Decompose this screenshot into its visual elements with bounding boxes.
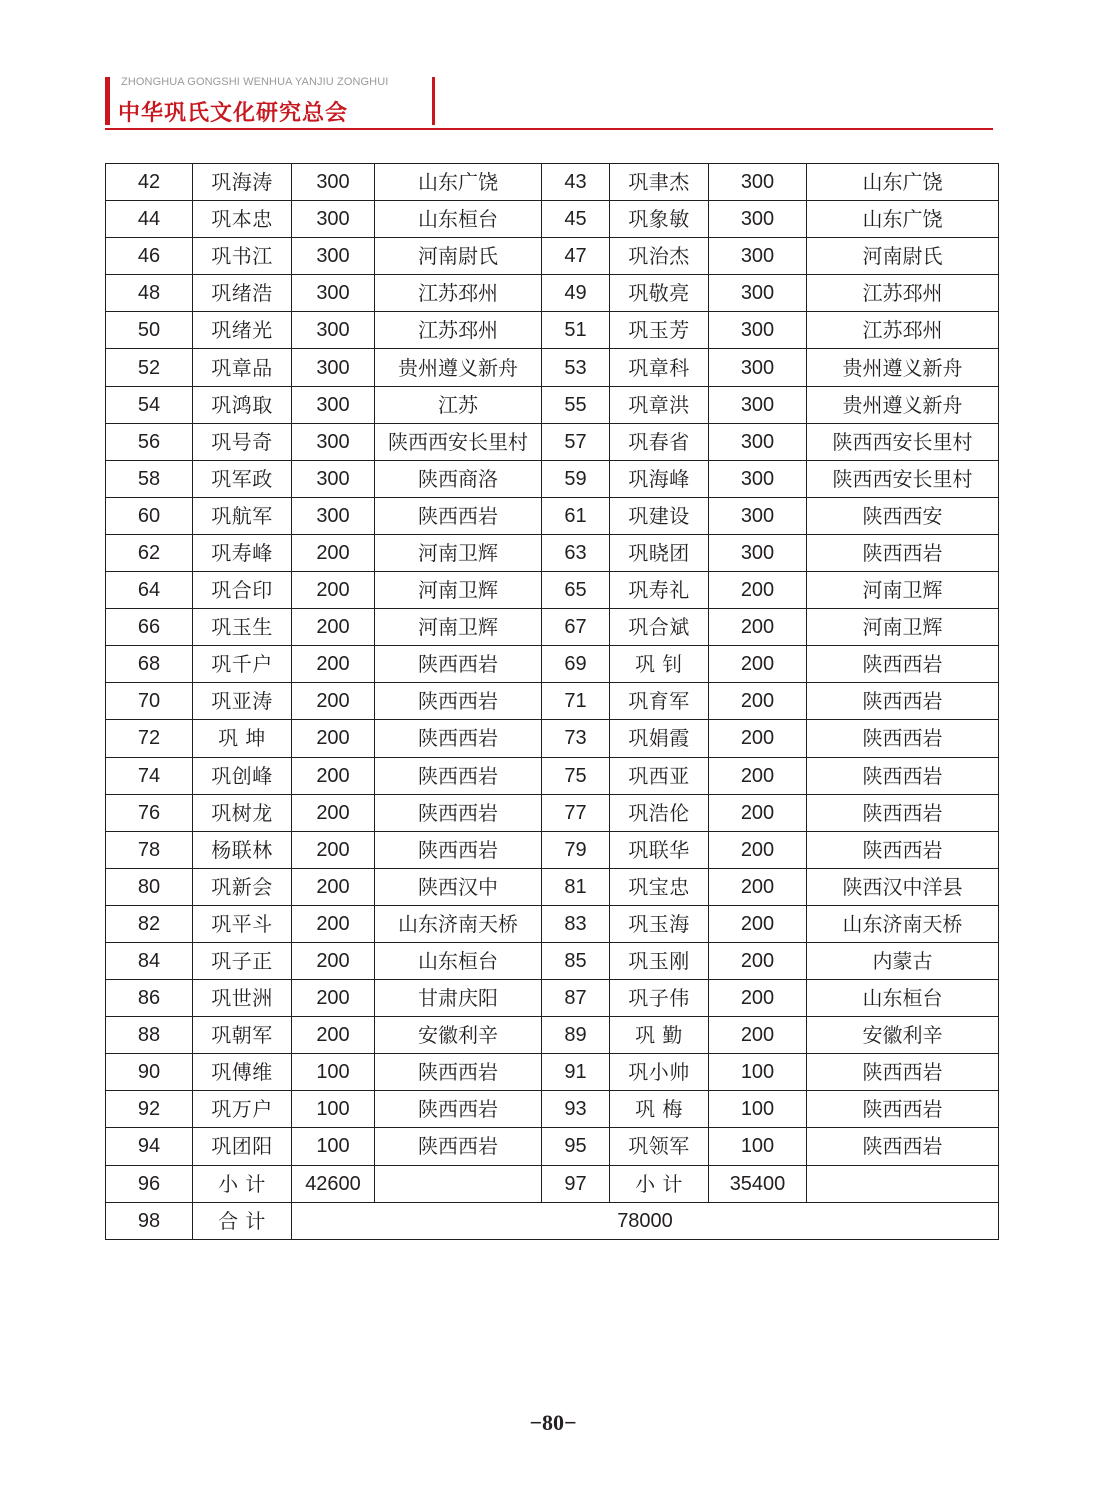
- right-number-cell: 63: [542, 534, 610, 571]
- right-number-cell: 69: [542, 646, 610, 683]
- left-amount-cell: 200: [292, 646, 375, 683]
- right-number-cell: 57: [542, 423, 610, 460]
- left-amount-cell: 100: [292, 1091, 375, 1128]
- table-row: [106, 534, 999, 571]
- right-name-cell: 巩 勤: [610, 1017, 709, 1054]
- left-name-cell: 巩树龙: [193, 794, 292, 831]
- right-name-cell: 巩玉芳: [610, 312, 709, 349]
- left-amount-cell: 200: [292, 905, 375, 942]
- right-name-cell: 巩海峰: [610, 460, 709, 497]
- total-row-value: 78000: [292, 1202, 999, 1239]
- left-number-cell: 82: [106, 905, 193, 942]
- right-name-cell: 巩春省: [610, 423, 709, 460]
- right-name-cell: 巩治杰: [610, 238, 709, 275]
- table-row: [106, 942, 999, 979]
- right-name-cell: 巩寿礼: [610, 572, 709, 609]
- right-name-cell: 巩领军: [610, 1128, 709, 1165]
- left-place-cell: 河南卫辉: [375, 534, 542, 571]
- left-place-cell: 山东济南天桥: [375, 905, 542, 942]
- left-name-cell: 巩绪浩: [193, 275, 292, 312]
- left-amount-cell: 200: [292, 609, 375, 646]
- left-name-cell: 巩玉生: [193, 609, 292, 646]
- left-amount-cell: 200: [292, 794, 375, 831]
- right-name-cell: 小 计: [610, 1165, 709, 1202]
- left-number-cell: 90: [106, 1054, 193, 1091]
- right-place-cell: 山东桓台: [807, 980, 999, 1017]
- right-number-cell: 93: [542, 1091, 610, 1128]
- right-amount-cell: 300: [709, 201, 807, 238]
- left-place-cell: 陕西西安长里村: [375, 423, 542, 460]
- left-name-cell: 巩军政: [193, 460, 292, 497]
- right-place-cell: 安徽利辛: [807, 1017, 999, 1054]
- left-number-cell: 58: [106, 460, 193, 497]
- left-amount-cell: 300: [292, 460, 375, 497]
- left-number-cell: 76: [106, 794, 193, 831]
- right-name-cell: 巩 钊: [610, 646, 709, 683]
- table-row: [106, 794, 999, 831]
- right-place-cell: 陕西西岩: [807, 646, 999, 683]
- left-name-cell: 巩航军: [193, 497, 292, 534]
- right-name-cell: 巩敬亮: [610, 275, 709, 312]
- table-row: [106, 609, 999, 646]
- left-name-cell: 巩章品: [193, 349, 292, 386]
- right-place-cell: 陕西西岩: [807, 757, 999, 794]
- left-amount-cell: 200: [292, 720, 375, 757]
- left-name-cell: 巩傅维: [193, 1054, 292, 1091]
- total-row: [106, 1202, 999, 1239]
- table-row: [106, 720, 999, 757]
- left-amount-cell: 200: [292, 757, 375, 794]
- table-row: [106, 1017, 999, 1054]
- table-row: [106, 1128, 999, 1165]
- left-name-cell: 巩号奇: [193, 423, 292, 460]
- right-number-cell: 59: [542, 460, 610, 497]
- left-amount-cell: 100: [292, 1054, 375, 1091]
- left-name-cell: 巩团阳: [193, 1128, 292, 1165]
- left-amount-cell: 200: [292, 534, 375, 571]
- right-place-cell: 陕西西安长里村: [807, 423, 999, 460]
- right-amount-cell: 200: [709, 609, 807, 646]
- right-amount-cell: 200: [709, 757, 807, 794]
- right-number-cell: 83: [542, 905, 610, 942]
- left-place-cell: 河南尉氏: [375, 238, 542, 275]
- left-name-cell: 巩新会: [193, 868, 292, 905]
- right-amount-cell: 300: [709, 460, 807, 497]
- total-row-label: 合 计: [193, 1202, 292, 1239]
- left-place-cell: 江苏: [375, 386, 542, 423]
- left-number-cell: 52: [106, 349, 193, 386]
- right-place-cell: 江苏邳州: [807, 275, 999, 312]
- right-place-cell: [807, 1165, 999, 1202]
- right-number-cell: 43: [542, 164, 610, 201]
- header-accent-bar-right: [432, 77, 435, 125]
- table-row: [106, 572, 999, 609]
- right-number-cell: 95: [542, 1128, 610, 1165]
- right-place-cell: 陕西西岩: [807, 794, 999, 831]
- right-number-cell: 53: [542, 349, 610, 386]
- right-name-cell: 巩玉刚: [610, 942, 709, 979]
- right-name-cell: 巩小帅: [610, 1054, 709, 1091]
- right-amount-cell: 300: [709, 164, 807, 201]
- left-place-cell: 陕西西岩: [375, 1054, 542, 1091]
- right-name-cell: 巩玉海: [610, 905, 709, 942]
- right-amount-cell: 300: [709, 423, 807, 460]
- left-name-cell: 巩朝军: [193, 1017, 292, 1054]
- right-place-cell: 陕西西岩: [807, 534, 999, 571]
- right-name-cell: 巩聿杰: [610, 164, 709, 201]
- left-amount-cell: 200: [292, 831, 375, 868]
- left-number-cell: 46: [106, 238, 193, 275]
- right-place-cell: 陕西西岩: [807, 720, 999, 757]
- right-number-cell: 71: [542, 683, 610, 720]
- left-amount-cell: 200: [292, 1017, 375, 1054]
- left-number-cell: 88: [106, 1017, 193, 1054]
- left-place-cell: 山东桓台: [375, 201, 542, 238]
- header-english-title: ZHONGHUA GONGSHI WENHUA YANJIU ZONGHUI: [121, 76, 389, 88]
- left-place-cell: 贵州遵义新舟: [375, 349, 542, 386]
- left-number-cell: 84: [106, 942, 193, 979]
- left-place-cell: 陕西汉中: [375, 868, 542, 905]
- right-amount-cell: 200: [709, 572, 807, 609]
- right-place-cell: 陕西汉中洋县: [807, 868, 999, 905]
- right-amount-cell: 200: [709, 868, 807, 905]
- right-amount-cell: 200: [709, 905, 807, 942]
- left-place-cell: 陕西西岩: [375, 757, 542, 794]
- left-number-cell: 70: [106, 683, 193, 720]
- right-amount-cell: 100: [709, 1091, 807, 1128]
- left-place-cell: 甘肃庆阳: [375, 980, 542, 1017]
- left-amount-cell: 300: [292, 275, 375, 312]
- left-place-cell: 河南卫辉: [375, 572, 542, 609]
- right-amount-cell: 200: [709, 720, 807, 757]
- left-number-cell: 74: [106, 757, 193, 794]
- table-row: [106, 275, 999, 312]
- right-place-cell: 江苏邳州: [807, 312, 999, 349]
- left-number-cell: 96: [106, 1165, 193, 1202]
- right-name-cell: 巩浩伦: [610, 794, 709, 831]
- right-name-cell: 巩章洪: [610, 386, 709, 423]
- left-amount-cell: 100: [292, 1128, 375, 1165]
- right-place-cell: 贵州遵义新舟: [807, 349, 999, 386]
- table-row: [106, 164, 999, 201]
- left-amount-cell: 300: [292, 386, 375, 423]
- left-place-cell: 山东桓台: [375, 942, 542, 979]
- right-amount-cell: 200: [709, 683, 807, 720]
- table-row: [106, 349, 999, 386]
- right-number-cell: 47: [542, 238, 610, 275]
- left-name-cell: 巩万户: [193, 1091, 292, 1128]
- left-place-cell: 陕西西岩: [375, 1091, 542, 1128]
- right-amount-cell: 300: [709, 534, 807, 571]
- table-row: [106, 905, 999, 942]
- left-name-cell: 巩子正: [193, 942, 292, 979]
- left-number-cell: 94: [106, 1128, 193, 1165]
- left-place-cell: 陕西西岩: [375, 497, 542, 534]
- left-name-cell: 巩亚涛: [193, 683, 292, 720]
- page-number: −80−: [529, 1410, 577, 1435]
- table-row: [106, 757, 999, 794]
- right-number-cell: 81: [542, 868, 610, 905]
- table-row: [106, 831, 999, 868]
- right-amount-cell: 200: [709, 646, 807, 683]
- table-row: [106, 980, 999, 1017]
- left-number-cell: 54: [106, 386, 193, 423]
- right-place-cell: 山东济南天桥: [807, 905, 999, 942]
- right-number-cell: 45: [542, 201, 610, 238]
- right-number-cell: 51: [542, 312, 610, 349]
- left-number-cell: 92: [106, 1091, 193, 1128]
- left-name-cell: 巩千户: [193, 646, 292, 683]
- right-place-cell: 山东广饶: [807, 201, 999, 238]
- right-number-cell: 65: [542, 572, 610, 609]
- left-name-cell: 巩合印: [193, 572, 292, 609]
- right-number-cell: 89: [542, 1017, 610, 1054]
- left-amount-cell: 200: [292, 942, 375, 979]
- left-place-cell: 江苏邳州: [375, 275, 542, 312]
- table-row: [106, 238, 999, 275]
- right-place-cell: 陕西西安长里村: [807, 460, 999, 497]
- table-row: [106, 683, 999, 720]
- right-place-cell: 贵州遵义新舟: [807, 386, 999, 423]
- left-number-cell: 78: [106, 831, 193, 868]
- right-amount-cell: 200: [709, 980, 807, 1017]
- left-name-cell: 巩创峰: [193, 757, 292, 794]
- total-row-number: 98: [106, 1202, 193, 1239]
- right-number-cell: 97: [542, 1165, 610, 1202]
- right-amount-cell: 300: [709, 312, 807, 349]
- left-number-cell: 86: [106, 980, 193, 1017]
- left-place-cell: 山东广饶: [375, 164, 542, 201]
- left-name-cell: 巩绪光: [193, 312, 292, 349]
- left-name-cell: 巩世洲: [193, 980, 292, 1017]
- left-number-cell: 56: [106, 423, 193, 460]
- right-name-cell: 巩育军: [610, 683, 709, 720]
- right-name-cell: 巩章科: [610, 349, 709, 386]
- right-amount-cell: 100: [709, 1128, 807, 1165]
- right-number-cell: 91: [542, 1054, 610, 1091]
- right-name-cell: 巩晓团: [610, 534, 709, 571]
- left-number-cell: 42: [106, 164, 193, 201]
- right-place-cell: 山东广饶: [807, 164, 999, 201]
- left-place-cell: 陕西西岩: [375, 720, 542, 757]
- left-number-cell: 44: [106, 201, 193, 238]
- right-place-cell: 陕西西岩: [807, 1091, 999, 1128]
- right-number-cell: 73: [542, 720, 610, 757]
- left-amount-cell: 300: [292, 349, 375, 386]
- left-amount-cell: 300: [292, 238, 375, 275]
- left-place-cell: 陕西西岩: [375, 831, 542, 868]
- left-number-cell: 64: [106, 572, 193, 609]
- left-place-cell: 陕西西岩: [375, 646, 542, 683]
- right-place-cell: 河南尉氏: [807, 238, 999, 275]
- table-row: [106, 1091, 999, 1128]
- donor-table-body: [106, 164, 999, 1203]
- right-name-cell: 巩 梅: [610, 1091, 709, 1128]
- right-number-cell: 77: [542, 794, 610, 831]
- left-amount-cell: 200: [292, 980, 375, 1017]
- table-row: [106, 460, 999, 497]
- right-place-cell: 陕西西岩: [807, 831, 999, 868]
- left-name-cell: 小 计: [193, 1165, 292, 1202]
- left-place-cell: 陕西西岩: [375, 794, 542, 831]
- right-number-cell: 55: [542, 386, 610, 423]
- donor-table: [105, 163, 999, 1240]
- table-row: [106, 868, 999, 905]
- right-place-cell: 陕西西岩: [807, 683, 999, 720]
- right-number-cell: 49: [542, 275, 610, 312]
- table-row: [106, 1054, 999, 1091]
- right-name-cell: 巩联华: [610, 831, 709, 868]
- right-place-cell: 陕西西岩: [807, 1128, 999, 1165]
- right-amount-cell: 200: [709, 942, 807, 979]
- table-row: [106, 646, 999, 683]
- left-name-cell: 巩本忠: [193, 201, 292, 238]
- right-amount-cell: 300: [709, 275, 807, 312]
- left-amount-cell: 300: [292, 312, 375, 349]
- left-place-cell: 陕西商洛: [375, 460, 542, 497]
- right-place-cell: 陕西西安: [807, 497, 999, 534]
- header-underline: [105, 128, 993, 130]
- right-place-cell: 河南卫辉: [807, 609, 999, 646]
- right-place-cell: 陕西西岩: [807, 1054, 999, 1091]
- right-amount-cell: 200: [709, 1017, 807, 1054]
- table-row: [106, 1165, 999, 1202]
- left-number-cell: 68: [106, 646, 193, 683]
- left-name-cell: 巩平斗: [193, 905, 292, 942]
- right-number-cell: 87: [542, 980, 610, 1017]
- right-amount-cell: 300: [709, 238, 807, 275]
- table-row: [106, 423, 999, 460]
- left-amount-cell: 200: [292, 868, 375, 905]
- left-amount-cell: 300: [292, 201, 375, 238]
- right-name-cell: 巩子伟: [610, 980, 709, 1017]
- right-number-cell: 75: [542, 757, 610, 794]
- left-name-cell: 巩寿峰: [193, 534, 292, 571]
- header-chinese-title: 中华巩氏文化研究总会: [118, 100, 349, 126]
- right-amount-cell: 200: [709, 794, 807, 831]
- left-number-cell: 80: [106, 868, 193, 905]
- table-row: [106, 312, 999, 349]
- left-name-cell: 巩 坤: [193, 720, 292, 757]
- right-amount-cell: 300: [709, 386, 807, 423]
- left-number-cell: 50: [106, 312, 193, 349]
- left-number-cell: 66: [106, 609, 193, 646]
- right-name-cell: 巩合斌: [610, 609, 709, 646]
- right-amount-cell: 300: [709, 497, 807, 534]
- right-number-cell: 85: [542, 942, 610, 979]
- right-name-cell: 巩娟霞: [610, 720, 709, 757]
- left-amount-cell: 200: [292, 572, 375, 609]
- right-name-cell: 巩西亚: [610, 757, 709, 794]
- left-place-cell: 安徽利辛: [375, 1017, 542, 1054]
- right-name-cell: 巩宝忠: [610, 868, 709, 905]
- left-place-cell: 陕西西岩: [375, 1128, 542, 1165]
- left-name-cell: 巩海涛: [193, 164, 292, 201]
- left-amount-cell: 300: [292, 164, 375, 201]
- left-number-cell: 62: [106, 534, 193, 571]
- right-place-cell: 内蒙古: [807, 942, 999, 979]
- table-row: [106, 386, 999, 423]
- left-name-cell: 巩书江: [193, 238, 292, 275]
- left-amount-cell: 200: [292, 683, 375, 720]
- right-number-cell: 61: [542, 497, 610, 534]
- left-place-cell: 江苏邳州: [375, 312, 542, 349]
- table-row: [106, 497, 999, 534]
- right-place-cell: 河南卫辉: [807, 572, 999, 609]
- left-number-cell: 60: [106, 497, 193, 534]
- table-row: [106, 201, 999, 238]
- left-place-cell: 陕西西岩: [375, 683, 542, 720]
- left-name-cell: 巩鸿取: [193, 386, 292, 423]
- right-amount-cell: 300: [709, 349, 807, 386]
- right-number-cell: 79: [542, 831, 610, 868]
- left-number-cell: 72: [106, 720, 193, 757]
- left-amount-cell: 300: [292, 423, 375, 460]
- left-number-cell: 48: [106, 275, 193, 312]
- right-amount-cell: 200: [709, 831, 807, 868]
- left-amount-cell: 300: [292, 497, 375, 534]
- right-number-cell: 67: [542, 609, 610, 646]
- left-name-cell: 杨联林: [193, 831, 292, 868]
- right-amount-cell: 35400: [709, 1165, 807, 1202]
- header-accent-bar-left: [105, 77, 110, 125]
- left-place-cell: 河南卫辉: [375, 609, 542, 646]
- left-place-cell: [375, 1165, 542, 1202]
- right-amount-cell: 100: [709, 1054, 807, 1091]
- left-amount-cell: 42600: [292, 1165, 375, 1202]
- right-name-cell: 巩象敏: [610, 201, 709, 238]
- right-name-cell: 巩建设: [610, 497, 709, 534]
